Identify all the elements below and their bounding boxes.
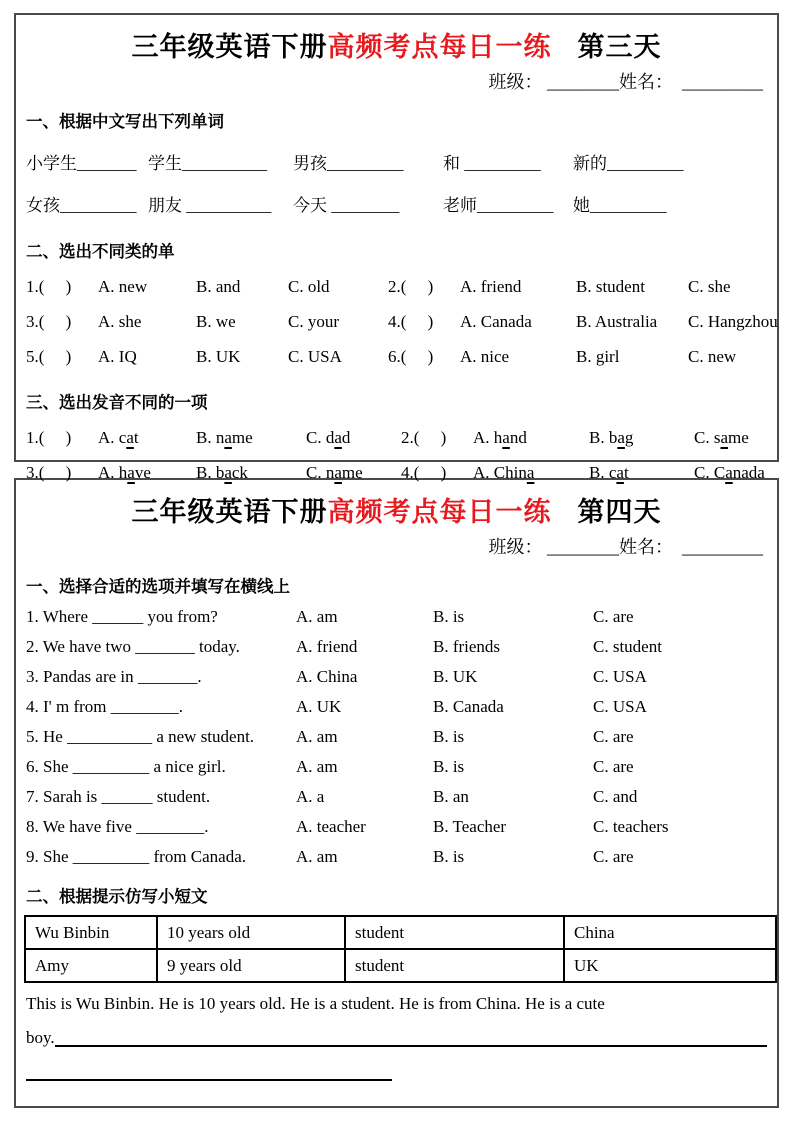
vocab-item: 老师_________ xyxy=(443,196,554,215)
option-b: B. friends xyxy=(433,637,501,656)
class-name-line: 班级： ________姓名： _________ xyxy=(488,537,763,557)
choice-row xyxy=(26,312,778,332)
option-a: A. Canada xyxy=(460,312,532,331)
option-c: C. new xyxy=(688,347,737,366)
page-title xyxy=(26,490,767,529)
option-a: A. a xyxy=(296,787,325,806)
option-a: A. am xyxy=(296,727,338,746)
option-c: C. and xyxy=(593,787,638,806)
model-passage-line: This is Wu Binbin. He is 10 years old. He is a student. He is from China. He is a cute xyxy=(26,994,605,1013)
option-c: C. are xyxy=(593,757,634,776)
option-b: B. is xyxy=(433,847,465,866)
mc-question-row xyxy=(26,847,767,867)
vocab-item: 男孩_________ xyxy=(293,154,404,173)
model-passage-line xyxy=(26,1027,767,1049)
mc-question-row xyxy=(26,667,767,687)
vocab-item: 她_________ xyxy=(573,196,667,215)
section-heading-pronunciation: 三、选出发音不同的一项 xyxy=(26,393,208,412)
table-row xyxy=(25,916,776,949)
vocab-item: 学生__________ xyxy=(148,154,267,173)
option-b: B. UK xyxy=(433,667,478,686)
vocab-item: 女孩_________ xyxy=(26,196,137,215)
option-a: A. friend xyxy=(460,277,522,296)
option-b: B. back xyxy=(196,463,248,482)
option-a: A. nice xyxy=(460,347,510,366)
title-grade-part: 三年级英语下册 xyxy=(131,32,328,62)
option-c: C. dad xyxy=(306,428,351,447)
choice-row xyxy=(26,277,767,297)
option-a: A. UK xyxy=(296,697,342,716)
option-a: A. IQ xyxy=(98,347,137,366)
question-number: 3.( ) xyxy=(26,312,72,331)
option-b: B. is xyxy=(433,607,465,626)
option-b: B. girl xyxy=(576,347,620,366)
section-heading-multiple-choice: 一、选择合适的选项并填写在横线上 xyxy=(26,577,290,596)
vocab-row xyxy=(26,191,767,216)
choice-row xyxy=(26,347,767,367)
class-name-line: 班级： ________姓名： _________ xyxy=(488,72,763,92)
option-b: B. student xyxy=(576,277,645,296)
vocab-row xyxy=(26,149,767,174)
page-title xyxy=(26,25,767,64)
section-heading-writing: 二、根据提示仿写小短文 xyxy=(26,887,208,906)
option-b: B. Canada xyxy=(433,697,504,716)
option-b: B. name xyxy=(196,428,253,447)
option-c: C. she xyxy=(688,277,731,296)
question-text: 4. I' m from ________. xyxy=(26,697,183,716)
title-day-label: 第四天 xyxy=(577,497,662,527)
question-number: 6.( ) xyxy=(388,347,434,366)
option-c: C. old xyxy=(288,277,330,296)
question-text: 7. Sarah is ______ student. xyxy=(26,787,211,806)
title-highlight: 高频考点每日一练 xyxy=(327,497,552,527)
question-text: 6. She _________ a nice girl. xyxy=(26,757,226,776)
mc-question-row xyxy=(26,817,767,837)
option-a: A. teacher xyxy=(296,817,366,836)
option-c: C. are xyxy=(593,727,634,746)
question-number: 4.( ) xyxy=(401,463,447,482)
option-c: C. Canada xyxy=(694,463,765,482)
question-number: 3.( ) xyxy=(26,463,72,482)
option-b: B. bag xyxy=(589,428,634,447)
table-cell-name: Amy xyxy=(25,949,157,982)
mc-question-row xyxy=(26,637,767,657)
option-b: B. is xyxy=(433,727,465,746)
option-b: B. and xyxy=(196,277,241,296)
title-highlight: 高频考点每日一练 xyxy=(327,32,552,62)
choice-row xyxy=(26,428,767,448)
option-a: A. new xyxy=(98,277,148,296)
question-number: 1.( ) xyxy=(26,277,72,296)
table-cell-age: 10 years old xyxy=(157,916,345,949)
option-a: A. China xyxy=(473,463,535,482)
question-text: 8. We have five ________. xyxy=(26,817,209,836)
table-cell-role: student xyxy=(345,949,564,982)
question-text: 2. We have two _______ today. xyxy=(26,637,240,656)
option-c: C. USA xyxy=(593,667,647,686)
option-a: A. she xyxy=(98,312,142,331)
option-a: A. have xyxy=(98,463,151,482)
option-c: C. name xyxy=(306,463,363,482)
option-b: B. Australia xyxy=(576,312,658,331)
table-cell-age: 9 years old xyxy=(157,949,345,982)
mc-question-row xyxy=(26,787,767,807)
option-b: B. we xyxy=(196,312,236,331)
section-heading-odd-one-out: 二、选出不同类的单 xyxy=(26,242,175,261)
worksheet-day3 xyxy=(14,13,779,482)
section-heading-vocab: 一、根据中文写出下列单词 xyxy=(26,112,224,131)
option-c: C. student xyxy=(593,637,662,656)
passage-prefix: boy. xyxy=(26,1028,55,1047)
choice-row xyxy=(26,463,767,483)
prompt-table xyxy=(24,915,777,983)
option-c: C. are xyxy=(593,847,634,866)
table-cell-role: student xyxy=(345,916,564,949)
worksheet-day4 xyxy=(14,478,779,1108)
option-b: B. is xyxy=(433,757,465,776)
question-text: 5. He __________ a new student. xyxy=(26,727,255,746)
table-cell-country: China xyxy=(564,916,776,949)
vocab-item: 新的_________ xyxy=(573,154,684,173)
vocab-item: 小学生_______ xyxy=(26,154,137,173)
option-b: B. Teacher xyxy=(433,817,507,836)
option-c: C. are xyxy=(593,607,634,626)
question-number: 5.( ) xyxy=(26,347,72,366)
option-a: A. am xyxy=(296,757,338,776)
question-number: 2.( ) xyxy=(401,428,447,447)
option-a: A. am xyxy=(296,847,338,866)
mc-question-row xyxy=(26,697,767,717)
option-a: A. friend xyxy=(296,637,358,656)
mc-question-row xyxy=(26,607,767,627)
question-text: 1. Where ______ you from? xyxy=(26,607,218,626)
option-a: A. am xyxy=(296,607,338,626)
option-a: A. hand xyxy=(473,428,527,447)
question-text: 9. She _________ from Canada. xyxy=(26,847,247,866)
table-row xyxy=(25,949,776,982)
question-number: 2.( ) xyxy=(388,277,434,296)
option-c: C. teachers xyxy=(593,817,669,836)
question-text: 3. Pandas are in _______. xyxy=(26,667,202,686)
question-number: 4.( ) xyxy=(388,312,434,331)
option-a: A. China xyxy=(296,667,358,686)
option-a: A. cat xyxy=(98,428,139,447)
option-b: B. cat xyxy=(589,463,629,482)
table-cell-country: UK xyxy=(564,949,776,982)
option-c: C. USA xyxy=(288,347,342,366)
mc-question-row xyxy=(26,757,767,777)
option-c: C. Hangzhou xyxy=(688,312,778,331)
title-day-label: 第三天 xyxy=(577,32,662,62)
writing-line xyxy=(55,1045,767,1047)
option-c: C. same xyxy=(694,428,749,447)
option-c: C. USA xyxy=(593,697,647,716)
option-b: B. an xyxy=(433,787,469,806)
vocab-item: 和 _________ xyxy=(443,154,541,173)
vocab-item: 今天 ________ xyxy=(293,196,400,215)
table-cell-name: Wu Binbin xyxy=(25,916,157,949)
option-c: C. your xyxy=(288,312,339,331)
option-b: B. UK xyxy=(196,347,241,366)
title-grade-part: 三年级英语下册 xyxy=(131,497,328,527)
mc-question-row xyxy=(26,727,767,747)
question-number: 1.( ) xyxy=(26,428,72,447)
vocab-item: 朋友 __________ xyxy=(148,196,272,215)
